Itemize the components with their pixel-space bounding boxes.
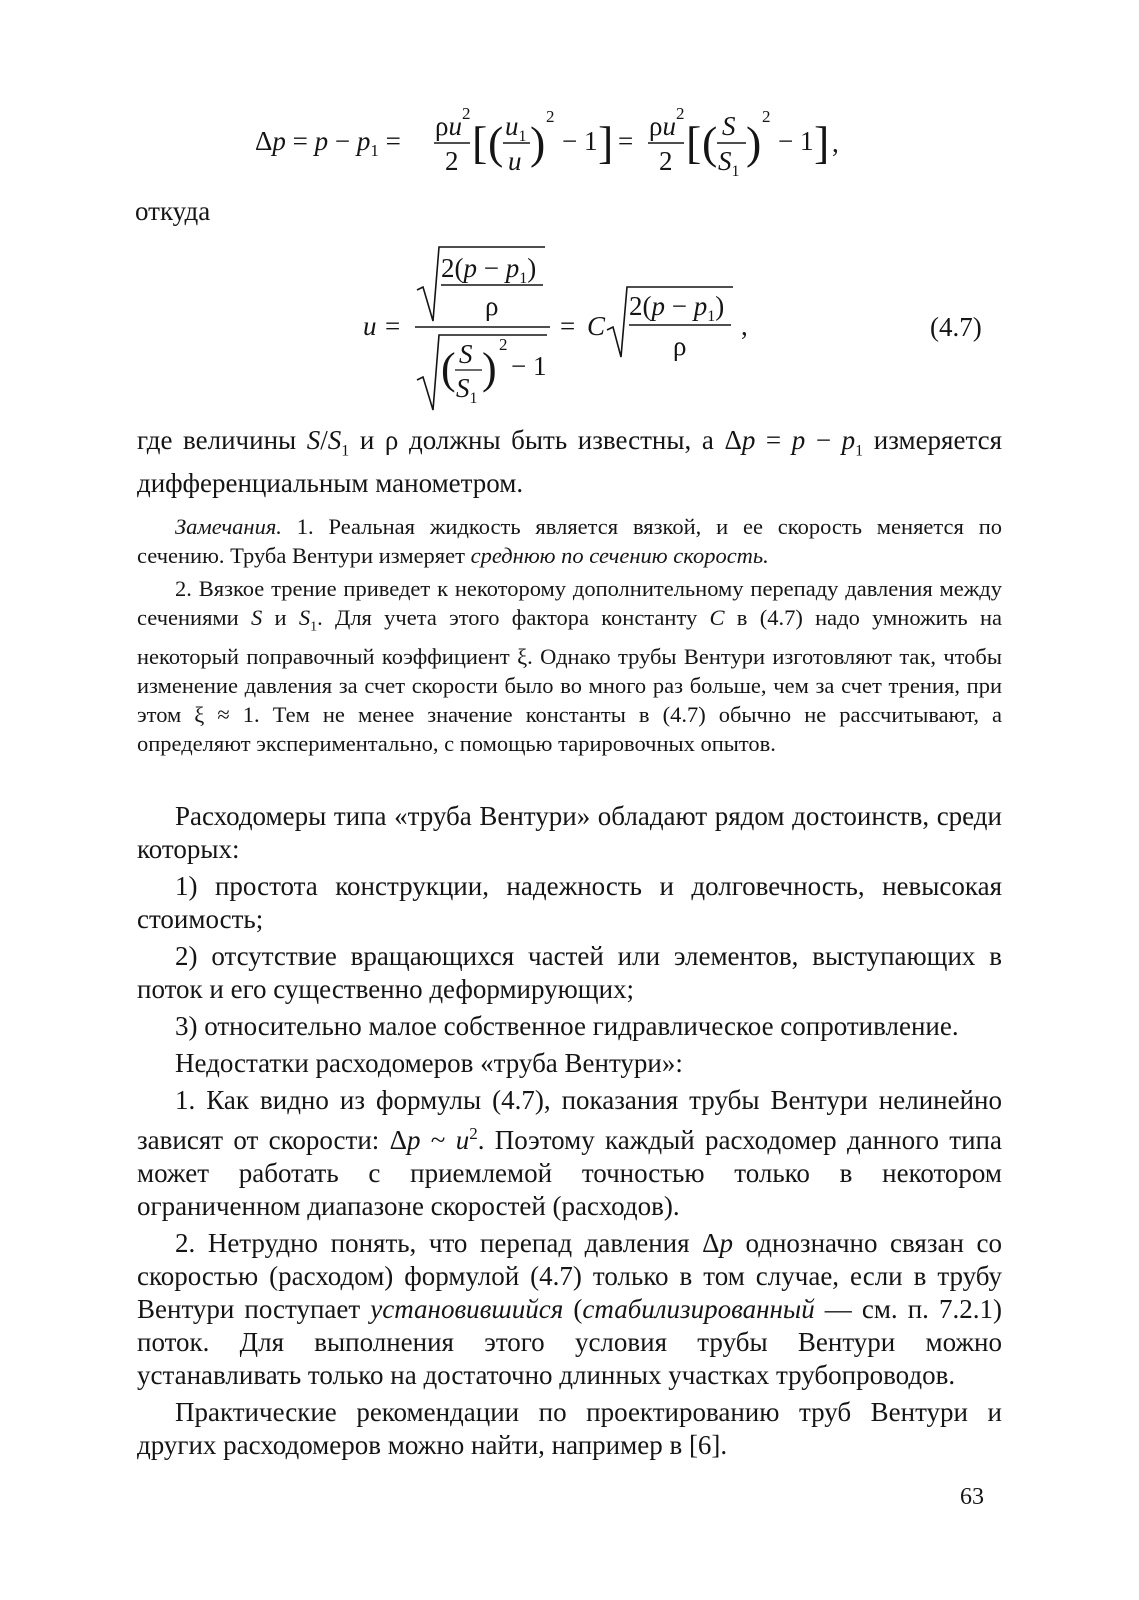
svg-text:]: ] [598, 117, 614, 168]
equation-number-4-7: (4.7) [930, 312, 982, 342]
svg-text:2: 2 [445, 146, 459, 176]
advantages-section [137, 800, 1002, 1462]
svg-text:2: 2 [546, 107, 555, 126]
svg-text:u: u [363, 311, 377, 341]
svg-text:): ) [746, 117, 762, 168]
svg-text:[: [ [472, 117, 488, 168]
svg-text:2(p − p1): $2(p - p_1)$ [441, 253, 537, 287]
svg-text:ρ: ρ [673, 331, 687, 361]
svg-text:u: u [508, 146, 522, 176]
svg-text:ρ: ρ [485, 291, 499, 321]
svg-text:2: 2 [659, 146, 673, 176]
svg-text:S1: $S_1$ [718, 146, 740, 180]
notes-title: Замечания. [175, 514, 282, 539]
word-otkuda: откуда [135, 196, 211, 226]
advantages-intro: Расходомеры типа «труба Вентури» обладают рядом достоинств, среди которых: [137, 801, 1002, 864]
disadvantage-item-2: 2. Нетрудно понять, что перепад давления Δp однозначно связан со скоростью (расходом) формулой (4.7) только в том случае, если в трубу Вентури поступает установившийся (стабилизированный — см. п. 7.2.1) поток. Для выполнения этого условия трубы Вентури можно устанавливать только на достаточно длинных участках трубопроводов. [137, 1228, 1002, 1390]
svg-text:− 1: − 1 [511, 351, 547, 381]
svg-text:S: S [459, 339, 473, 369]
svg-text:[: [ [686, 117, 702, 168]
svg-text:): ) [482, 344, 497, 393]
svg-text:(: ( [441, 344, 456, 393]
notes-section: Замечания. 1. Реальная жидкость является вязкой, и ее скорость меняется по сечению. Труба Вентури измеряет среднюю по сечению скорость. 2. Вязкое трение приведет к некоторому дополнительному перепаду давления между сечениями S и $S_1$. Для учета этого фактора константу C в (4.7) надо умножить на некоторый поправочный коэффициент ξ. Однако трубы Вентури изготовляют так, чтобы изменение давления за счет скорости было во много раз больше, чем за счет трения, при этом ξ ≈ 1. Тем не менее значение константы в (4.7) обычно не рассчитывают, а определяют экспериментально, с помощью тарировочных опытов. [137, 514, 1002, 756]
svg-text:=: = [560, 311, 576, 341]
svg-text:ρu2: $\rho u^2$ [435, 104, 471, 141]
equation-delta-p [250, 90, 870, 190]
svg-text:2: 2 [499, 335, 508, 354]
svg-text:ρu2: $\rho u^2$ [649, 104, 685, 141]
disadvantages-intro: Недостатки расходомеров «труба Вентури»: [175, 1048, 683, 1078]
disadvantage-item-1: 1. Как видно из формулы (4.7), показания трубы Вентури нелинейно зависят от скорости: Δp ~ $u^2$. Поэтому каждый расходомер данного типа может работать с приемлемой точностью только в некотором ограниченном диапазоне скоростей (расходов). [137, 1085, 1002, 1221]
paragraph-where: где величины $S/S_1$ и ρ должны быть известны, а $\Delta p = p - p_1$ измеряется дифференциальным манометром. [137, 425, 1002, 499]
svg-text:S: S [722, 111, 736, 141]
svg-text:): ) [530, 117, 546, 168]
svg-text:=: = [618, 126, 634, 156]
page-number: 63 [960, 1484, 984, 1510]
svg-text:C: C [587, 311, 606, 341]
svg-text:,: , [832, 128, 839, 158]
svg-text:=: = [385, 311, 401, 341]
svg-text:(: ( [488, 117, 504, 168]
svg-text:]: ] [814, 117, 830, 168]
svg-text:(: ( [702, 117, 718, 168]
svg-text:,: , [741, 311, 748, 341]
equation-4-7 [355, 235, 775, 420]
svg-text:u1: $u_1$ [505, 111, 527, 145]
svg-text:− 1: − 1 [778, 126, 814, 156]
svg-text:2: 2 [762, 107, 771, 126]
advantage-item: 3) относительно малое собственное гидравлическое сопротивление. [175, 1011, 959, 1041]
svg-text:S1: $S_1$ [456, 373, 478, 407]
advantage-item: 2) отсутствие вращающихся частей или элементов, выступающих в поток и его существенно деформирующих; [137, 941, 1002, 1004]
recommendations: Практические рекомендации по проектированию труб Вентури и других расходомеров можно найти, например в [6]. [137, 1397, 1002, 1460]
svg-text:− 1: − 1 [562, 126, 598, 156]
advantage-item: 1) простота конструкции, надежность и долговечность, невысокая стоимость; [137, 871, 1002, 934]
svg-text:2(p − p1): $2(p - p_1)$ [629, 291, 725, 325]
svg-text:Δp = p − p1 =: $\Delta p = p - p_1$ = [255, 126, 401, 160]
